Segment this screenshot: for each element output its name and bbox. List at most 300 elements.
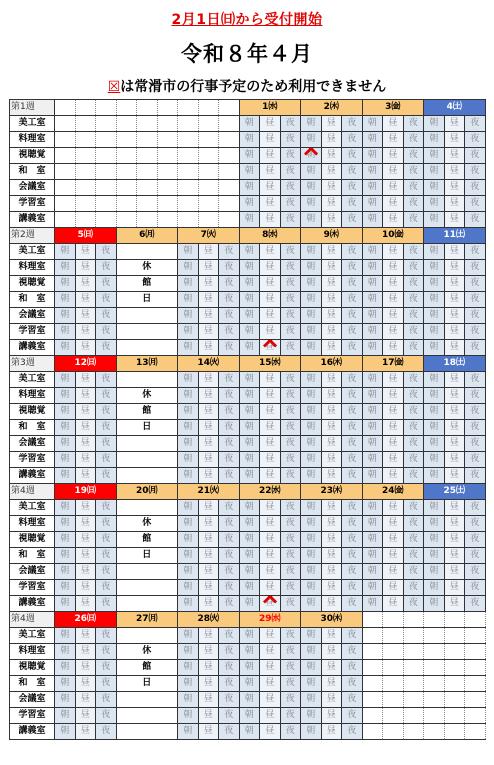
time-slot[interactable]: 昼 [260,148,281,164]
time-slot[interactable]: 夜 [219,516,240,532]
time-slot[interactable]: 昼 [198,388,219,404]
time-slot[interactable]: 昼 [260,692,281,708]
time-slot[interactable]: 朝 [239,148,260,164]
time-slot[interactable]: 朝 [178,708,199,724]
time-slot[interactable]: 朝 [239,180,260,196]
time-slot[interactable]: 夜 [219,244,240,260]
time-slot[interactable]: 夜 [96,372,117,388]
time-slot[interactable]: 昼 [321,436,342,452]
time-slot[interactable]: 朝 [424,388,445,404]
time-slot[interactable]: 夜 [342,692,363,708]
time-slot[interactable]: 昼 [75,644,96,660]
time-slot[interactable]: 朝 [178,628,199,644]
time-slot[interactable]: 夜 [219,292,240,308]
time-slot[interactable]: 昼 [444,340,465,356]
time-slot[interactable]: 夜 [219,708,240,724]
time-slot[interactable]: 昼 [444,580,465,596]
time-slot[interactable]: 昼 [260,404,281,420]
time-slot[interactable]: 夜 [280,180,301,196]
time-slot[interactable]: 昼 [75,660,96,676]
time-slot[interactable]: 夜 [280,564,301,580]
time-slot[interactable]: 夜 [342,212,363,228]
time-slot[interactable]: 昼 [444,196,465,212]
time-slot[interactable]: 夜 [342,548,363,564]
time-slot[interactable]: 夜 [219,260,240,276]
time-slot[interactable]: 夜 [342,324,363,340]
time-slot[interactable]: 朝 [301,452,322,468]
time-slot[interactable]: 昼 [444,164,465,180]
time-slot[interactable]: 朝 [424,404,445,420]
time-slot[interactable]: 朝 [239,500,260,516]
time-slot[interactable]: 昼 [260,708,281,724]
time-slot[interactable]: 朝 [178,452,199,468]
time-slot[interactable]: 朝 [362,292,383,308]
time-slot[interactable]: 朝 [178,244,199,260]
time-slot[interactable]: 朝 [362,420,383,436]
time-slot[interactable]: 朝 [55,580,76,596]
time-slot[interactable]: 朝 [55,644,76,660]
time-slot[interactable]: 夜 [280,212,301,228]
time-slot[interactable]: 夜 [96,564,117,580]
time-slot[interactable]: 夜 [403,340,424,356]
time-slot[interactable]: 夜 [342,260,363,276]
time-slot[interactable]: 昼 [198,340,219,356]
time-slot[interactable]: 昼 [260,372,281,388]
time-slot[interactable]: 朝 [362,260,383,276]
time-slot[interactable]: 昼 [444,596,465,612]
time-slot[interactable]: 朝 [362,164,383,180]
time-slot[interactable]: 朝 [301,180,322,196]
time-slot[interactable]: 朝 [178,564,199,580]
time-slot[interactable]: 夜 [403,596,424,612]
time-slot[interactable]: 朝 [424,516,445,532]
time-slot[interactable]: 昼 [444,148,465,164]
time-slot[interactable]: 昼 [444,276,465,292]
time-slot[interactable]: 夜 [342,164,363,180]
time-slot[interactable]: 夜 [219,548,240,564]
time-slot[interactable]: 夜 [465,324,486,340]
time-slot[interactable]: 夜 [465,308,486,324]
time-slot[interactable]: 朝 [424,276,445,292]
time-slot[interactable]: 昼 [260,180,281,196]
time-slot[interactable]: 昼 [321,468,342,484]
time-slot[interactable]: 夜 [280,148,301,164]
time-slot[interactable]: 夜 [96,388,117,404]
time-slot[interactable]: 朝 [178,676,199,692]
time-slot[interactable]: 夜 [342,516,363,532]
time-slot[interactable]: 朝 [301,196,322,212]
time-slot[interactable]: 朝 [239,532,260,548]
time-slot[interactable]: 昼 [444,436,465,452]
time-slot[interactable]: 夜 [280,676,301,692]
time-slot[interactable]: 昼 [383,212,404,228]
time-slot[interactable]: 夜 [403,244,424,260]
time-slot[interactable]: 朝 [55,244,76,260]
time-slot[interactable]: 昼 [383,580,404,596]
time-slot[interactable]: 朝 [55,436,76,452]
time-slot[interactable]: 朝 [239,548,260,564]
time-slot[interactable]: 朝 [55,500,76,516]
time-slot[interactable]: 昼 [321,276,342,292]
time-slot[interactable]: 夜 [96,276,117,292]
time-slot[interactable]: 夜 [219,324,240,340]
time-slot[interactable]: 昼 [444,324,465,340]
time-slot[interactable]: 夜 [403,580,424,596]
time-slot[interactable]: 夜 [403,372,424,388]
time-slot[interactable]: 昼 [198,628,219,644]
time-slot[interactable]: 夜 [219,468,240,484]
time-slot[interactable]: 夜 [219,452,240,468]
time-slot[interactable]: 昼 [383,596,404,612]
time-slot[interactable]: 夜 [465,420,486,436]
time-slot[interactable]: 昼 [260,244,281,260]
time-slot[interactable]: 昼 [444,452,465,468]
time-slot[interactable]: 夜 [96,340,117,356]
time-slot[interactable]: 昼 [321,196,342,212]
time-slot[interactable]: 夜 [96,628,117,644]
time-slot[interactable]: 朝 [55,260,76,276]
time-slot[interactable]: 昼 [383,452,404,468]
time-slot[interactable]: 夜 [465,564,486,580]
time-slot[interactable]: 昼 [198,260,219,276]
time-slot[interactable]: 朝 [178,692,199,708]
time-slot[interactable]: 朝 [301,724,322,740]
time-slot[interactable]: 朝 [239,676,260,692]
time-slot[interactable]: 昼 [198,548,219,564]
time-slot[interactable]: 朝 [362,468,383,484]
time-slot[interactable]: 夜 [280,708,301,724]
time-slot[interactable]: 昼 [260,452,281,468]
time-slot[interactable]: 朝 [301,500,322,516]
time-slot[interactable]: 朝 [178,260,199,276]
time-slot[interactable]: 昼 [260,516,281,532]
time-slot[interactable]: 夜 [219,276,240,292]
time-slot[interactable]: 夜 [342,436,363,452]
time-slot[interactable]: 朝 [424,596,445,612]
time-slot[interactable]: 昼 [260,564,281,580]
time-slot[interactable]: 夜 [403,180,424,196]
time-slot[interactable]: 夜 [96,468,117,484]
time-slot[interactable]: 朝 [424,532,445,548]
time-slot[interactable]: 昼 [321,516,342,532]
time-slot[interactable]: 昼 [444,388,465,404]
time-slot[interactable]: 昼 [260,276,281,292]
time-slot[interactable]: 朝 [178,580,199,596]
time-slot[interactable]: 夜 [342,244,363,260]
time-slot[interactable]: 夜 [403,292,424,308]
time-slot[interactable]: 昼 [75,580,96,596]
time-slot[interactable]: 昼 [260,164,281,180]
time-slot[interactable]: 昼 [260,468,281,484]
time-slot[interactable]: 朝 [424,324,445,340]
time-slot[interactable]: 昼 [75,532,96,548]
time-slot[interactable]: 昼 [321,372,342,388]
time-slot[interactable]: 朝 [55,308,76,324]
time-slot[interactable]: 夜 [219,308,240,324]
time-slot[interactable]: 昼 [383,260,404,276]
time-slot[interactable]: 昼 [444,500,465,516]
time-slot[interactable]: 夜 [219,580,240,596]
time-slot[interactable]: 昼 [444,404,465,420]
time-slot[interactable]: 夜 [219,628,240,644]
time-slot[interactable]: 夜 [465,468,486,484]
time-slot[interactable]: 夜 [465,292,486,308]
time-slot[interactable]: 朝 [301,388,322,404]
time-slot[interactable]: 昼 [198,308,219,324]
time-slot[interactable]: 昼 [198,644,219,660]
time-slot[interactable]: 朝 [301,276,322,292]
time-slot[interactable]: 昼 [321,212,342,228]
time-slot[interactable]: 朝 [178,388,199,404]
time-slot[interactable]: 朝 [239,660,260,676]
time-slot[interactable]: 朝 [424,116,445,132]
time-slot[interactable]: 昼 [198,516,219,532]
time-slot[interactable]: 夜 [280,116,301,132]
time-slot[interactable]: 夜 [342,628,363,644]
time-slot[interactable]: 夜 [403,308,424,324]
time-slot[interactable]: 夜 [280,340,301,356]
time-slot[interactable]: 夜 [280,692,301,708]
time-slot[interactable]: 朝 [178,644,199,660]
time-slot[interactable]: 夜 [342,148,363,164]
time-slot[interactable]: 朝 [239,452,260,468]
time-slot[interactable]: 朝 [239,340,260,356]
time-slot[interactable]: 昼 [383,132,404,148]
time-slot[interactable]: 朝 [301,116,322,132]
time-slot[interactable]: 朝 [178,516,199,532]
time-slot[interactable]: 昼 [75,260,96,276]
time-slot[interactable]: 朝 [362,500,383,516]
time-slot[interactable]: 朝 [55,372,76,388]
time-slot[interactable]: 夜 [342,116,363,132]
time-slot[interactable]: 夜 [465,132,486,148]
time-slot[interactable]: 昼 [198,708,219,724]
time-slot[interactable]: 朝 [55,676,76,692]
time-slot[interactable]: 昼 [75,244,96,260]
time-slot[interactable]: 朝 [239,212,260,228]
time-slot[interactable]: 昼 [260,500,281,516]
time-slot[interactable]: 昼 [383,548,404,564]
time-slot[interactable]: 昼 [75,420,96,436]
time-slot[interactable]: 昼 [444,116,465,132]
time-slot[interactable]: 朝 [424,580,445,596]
time-slot[interactable]: 朝 [424,308,445,324]
time-slot[interactable]: 朝 [239,372,260,388]
time-slot[interactable]: 夜 [96,244,117,260]
time-slot[interactable]: 昼 [383,500,404,516]
time-slot[interactable]: 朝 [362,436,383,452]
time-slot[interactable]: 夜 [96,308,117,324]
time-slot[interactable]: 朝 [239,724,260,740]
time-slot[interactable]: 夜 [219,388,240,404]
time-slot[interactable]: 夜 [342,276,363,292]
time-slot[interactable]: 朝 [55,324,76,340]
time-slot[interactable]: 朝 [239,468,260,484]
time-slot[interactable]: 朝 [301,628,322,644]
time-slot[interactable]: 朝 × [301,148,322,164]
time-slot[interactable]: 朝 [362,148,383,164]
time-slot[interactable]: 昼 [444,180,465,196]
time-slot[interactable]: 朝 [362,340,383,356]
time-slot[interactable]: 夜 [403,516,424,532]
time-slot[interactable]: 朝 [178,404,199,420]
time-slot[interactable]: 昼 [321,340,342,356]
time-slot[interactable]: 夜 [280,164,301,180]
time-slot[interactable]: 夜 [465,260,486,276]
time-slot[interactable]: 朝 [55,292,76,308]
time-slot[interactable]: 朝 [362,516,383,532]
time-slot[interactable]: 朝 [301,596,322,612]
time-slot[interactable]: 夜 [219,340,240,356]
time-slot[interactable]: 夜 [342,388,363,404]
time-slot[interactable]: 昼 [383,388,404,404]
time-slot[interactable]: 昼 [321,596,342,612]
time-slot[interactable]: 夜 [342,404,363,420]
time-slot[interactable]: 朝 [362,132,383,148]
time-slot[interactable]: 夜 [403,388,424,404]
time-slot[interactable]: 朝 [55,692,76,708]
time-slot[interactable]: 朝 [362,388,383,404]
time-slot[interactable]: 昼 [260,132,281,148]
time-slot[interactable]: 昼 [321,420,342,436]
time-slot[interactable]: 夜 [280,436,301,452]
time-slot[interactable]: 昼 [321,148,342,164]
time-slot[interactable]: 夜 [280,308,301,324]
time-slot[interactable]: 昼 [260,116,281,132]
time-slot[interactable]: 夜 [280,372,301,388]
time-slot[interactable]: 夜 [403,212,424,228]
time-slot[interactable]: 昼 [260,644,281,660]
time-slot[interactable]: 夜 [403,452,424,468]
time-slot[interactable]: 朝 [178,660,199,676]
time-slot[interactable]: 夜 [280,452,301,468]
time-slot[interactable]: 朝 [301,548,322,564]
time-slot[interactable]: 夜 [280,516,301,532]
time-slot[interactable]: 昼 [383,308,404,324]
time-slot[interactable]: 夜 [403,468,424,484]
time-slot[interactable]: 昼 [198,676,219,692]
time-slot[interactable]: 朝 [239,564,260,580]
time-slot[interactable]: 昼 [321,660,342,676]
time-slot[interactable]: 朝 [362,404,383,420]
time-slot[interactable]: 夜 [465,340,486,356]
time-slot[interactable]: 朝 [301,676,322,692]
time-slot[interactable]: 昼 [321,532,342,548]
time-slot[interactable]: 夜 [342,292,363,308]
time-slot[interactable]: 昼 [444,420,465,436]
time-slot[interactable]: 夜 [342,340,363,356]
time-slot[interactable]: 朝 [362,372,383,388]
time-slot[interactable]: 朝 [55,276,76,292]
time-slot[interactable]: 昼 [321,452,342,468]
time-slot[interactable]: 朝 [424,148,445,164]
time-slot[interactable]: 朝 [55,516,76,532]
time-slot[interactable]: 昼 [444,260,465,276]
time-slot[interactable]: 昼 [321,164,342,180]
time-slot[interactable]: 朝 [239,132,260,148]
time-slot[interactable]: 朝 [178,276,199,292]
time-slot[interactable]: 昼 [198,276,219,292]
time-slot[interactable]: 昼 [321,564,342,580]
time-slot[interactable]: 夜 [403,164,424,180]
time-slot[interactable]: 朝 [55,660,76,676]
time-slot[interactable]: 夜 [219,500,240,516]
time-slot[interactable]: 夜 [219,372,240,388]
time-slot[interactable]: 夜 [342,132,363,148]
time-slot[interactable]: 朝 [178,340,199,356]
time-slot[interactable]: 朝 [55,388,76,404]
time-slot[interactable]: 朝 [424,196,445,212]
time-slot[interactable]: 昼 [75,548,96,564]
time-slot[interactable]: 夜 [96,324,117,340]
time-slot[interactable]: 夜 [342,180,363,196]
time-slot[interactable]: 夜 [342,500,363,516]
time-slot[interactable]: 夜 [342,724,363,740]
time-slot[interactable]: 夜 [219,724,240,740]
time-slot[interactable]: 昼 [321,500,342,516]
time-slot[interactable]: 夜 [96,708,117,724]
time-slot[interactable]: 朝 [239,116,260,132]
time-slot[interactable]: 昼 [321,548,342,564]
time-slot[interactable]: 昼 [198,564,219,580]
time-slot[interactable]: 昼 [383,116,404,132]
time-slot[interactable]: 昼 [383,244,404,260]
time-slot[interactable]: 昼 [444,292,465,308]
time-slot[interactable]: 昼 [444,468,465,484]
time-slot[interactable]: 朝 [424,436,445,452]
time-slot[interactable]: 朝 [239,260,260,276]
time-slot[interactable]: 夜 [465,164,486,180]
time-slot[interactable]: 朝 [424,372,445,388]
time-slot[interactable]: 昼 [383,164,404,180]
time-slot[interactable]: 昼 [198,580,219,596]
time-slot[interactable]: 夜 [403,436,424,452]
time-slot[interactable]: 朝 [178,596,199,612]
time-slot[interactable]: 朝 [178,308,199,324]
time-slot[interactable]: 夜 [96,500,117,516]
time-slot[interactable]: 夜 [96,676,117,692]
time-slot[interactable]: 昼 [321,628,342,644]
time-slot[interactable]: 夜 [342,532,363,548]
time-slot[interactable]: 夜 [403,276,424,292]
time-slot[interactable]: 朝 [178,372,199,388]
time-slot[interactable]: 夜 [96,404,117,420]
time-slot[interactable]: 昼 [260,724,281,740]
time-slot[interactable]: 朝 [362,564,383,580]
time-slot[interactable]: 朝 [301,404,322,420]
time-slot[interactable]: 昼 [383,292,404,308]
time-slot[interactable]: 昼 [260,660,281,676]
time-slot[interactable]: 夜 [96,516,117,532]
time-slot[interactable]: 昼 [321,708,342,724]
time-slot[interactable]: 夜 [465,516,486,532]
time-slot[interactable]: 昼 [383,404,404,420]
time-slot[interactable]: 朝 [362,596,383,612]
time-slot[interactable]: 朝 [301,436,322,452]
time-slot[interactable]: 昼 [383,516,404,532]
time-slot[interactable]: 昼 [383,468,404,484]
time-slot[interactable]: 夜 [96,644,117,660]
time-slot[interactable]: 昼 [260,308,281,324]
time-slot[interactable]: 朝 [424,548,445,564]
time-slot[interactable]: 夜 [403,324,424,340]
time-slot[interactable]: 昼 [260,388,281,404]
time-slot[interactable]: 朝 [362,116,383,132]
time-slot[interactable]: 朝 [239,596,260,612]
time-slot[interactable]: 昼 [444,548,465,564]
time-slot[interactable]: 昼 [198,372,219,388]
time-slot[interactable]: 朝 [301,692,322,708]
